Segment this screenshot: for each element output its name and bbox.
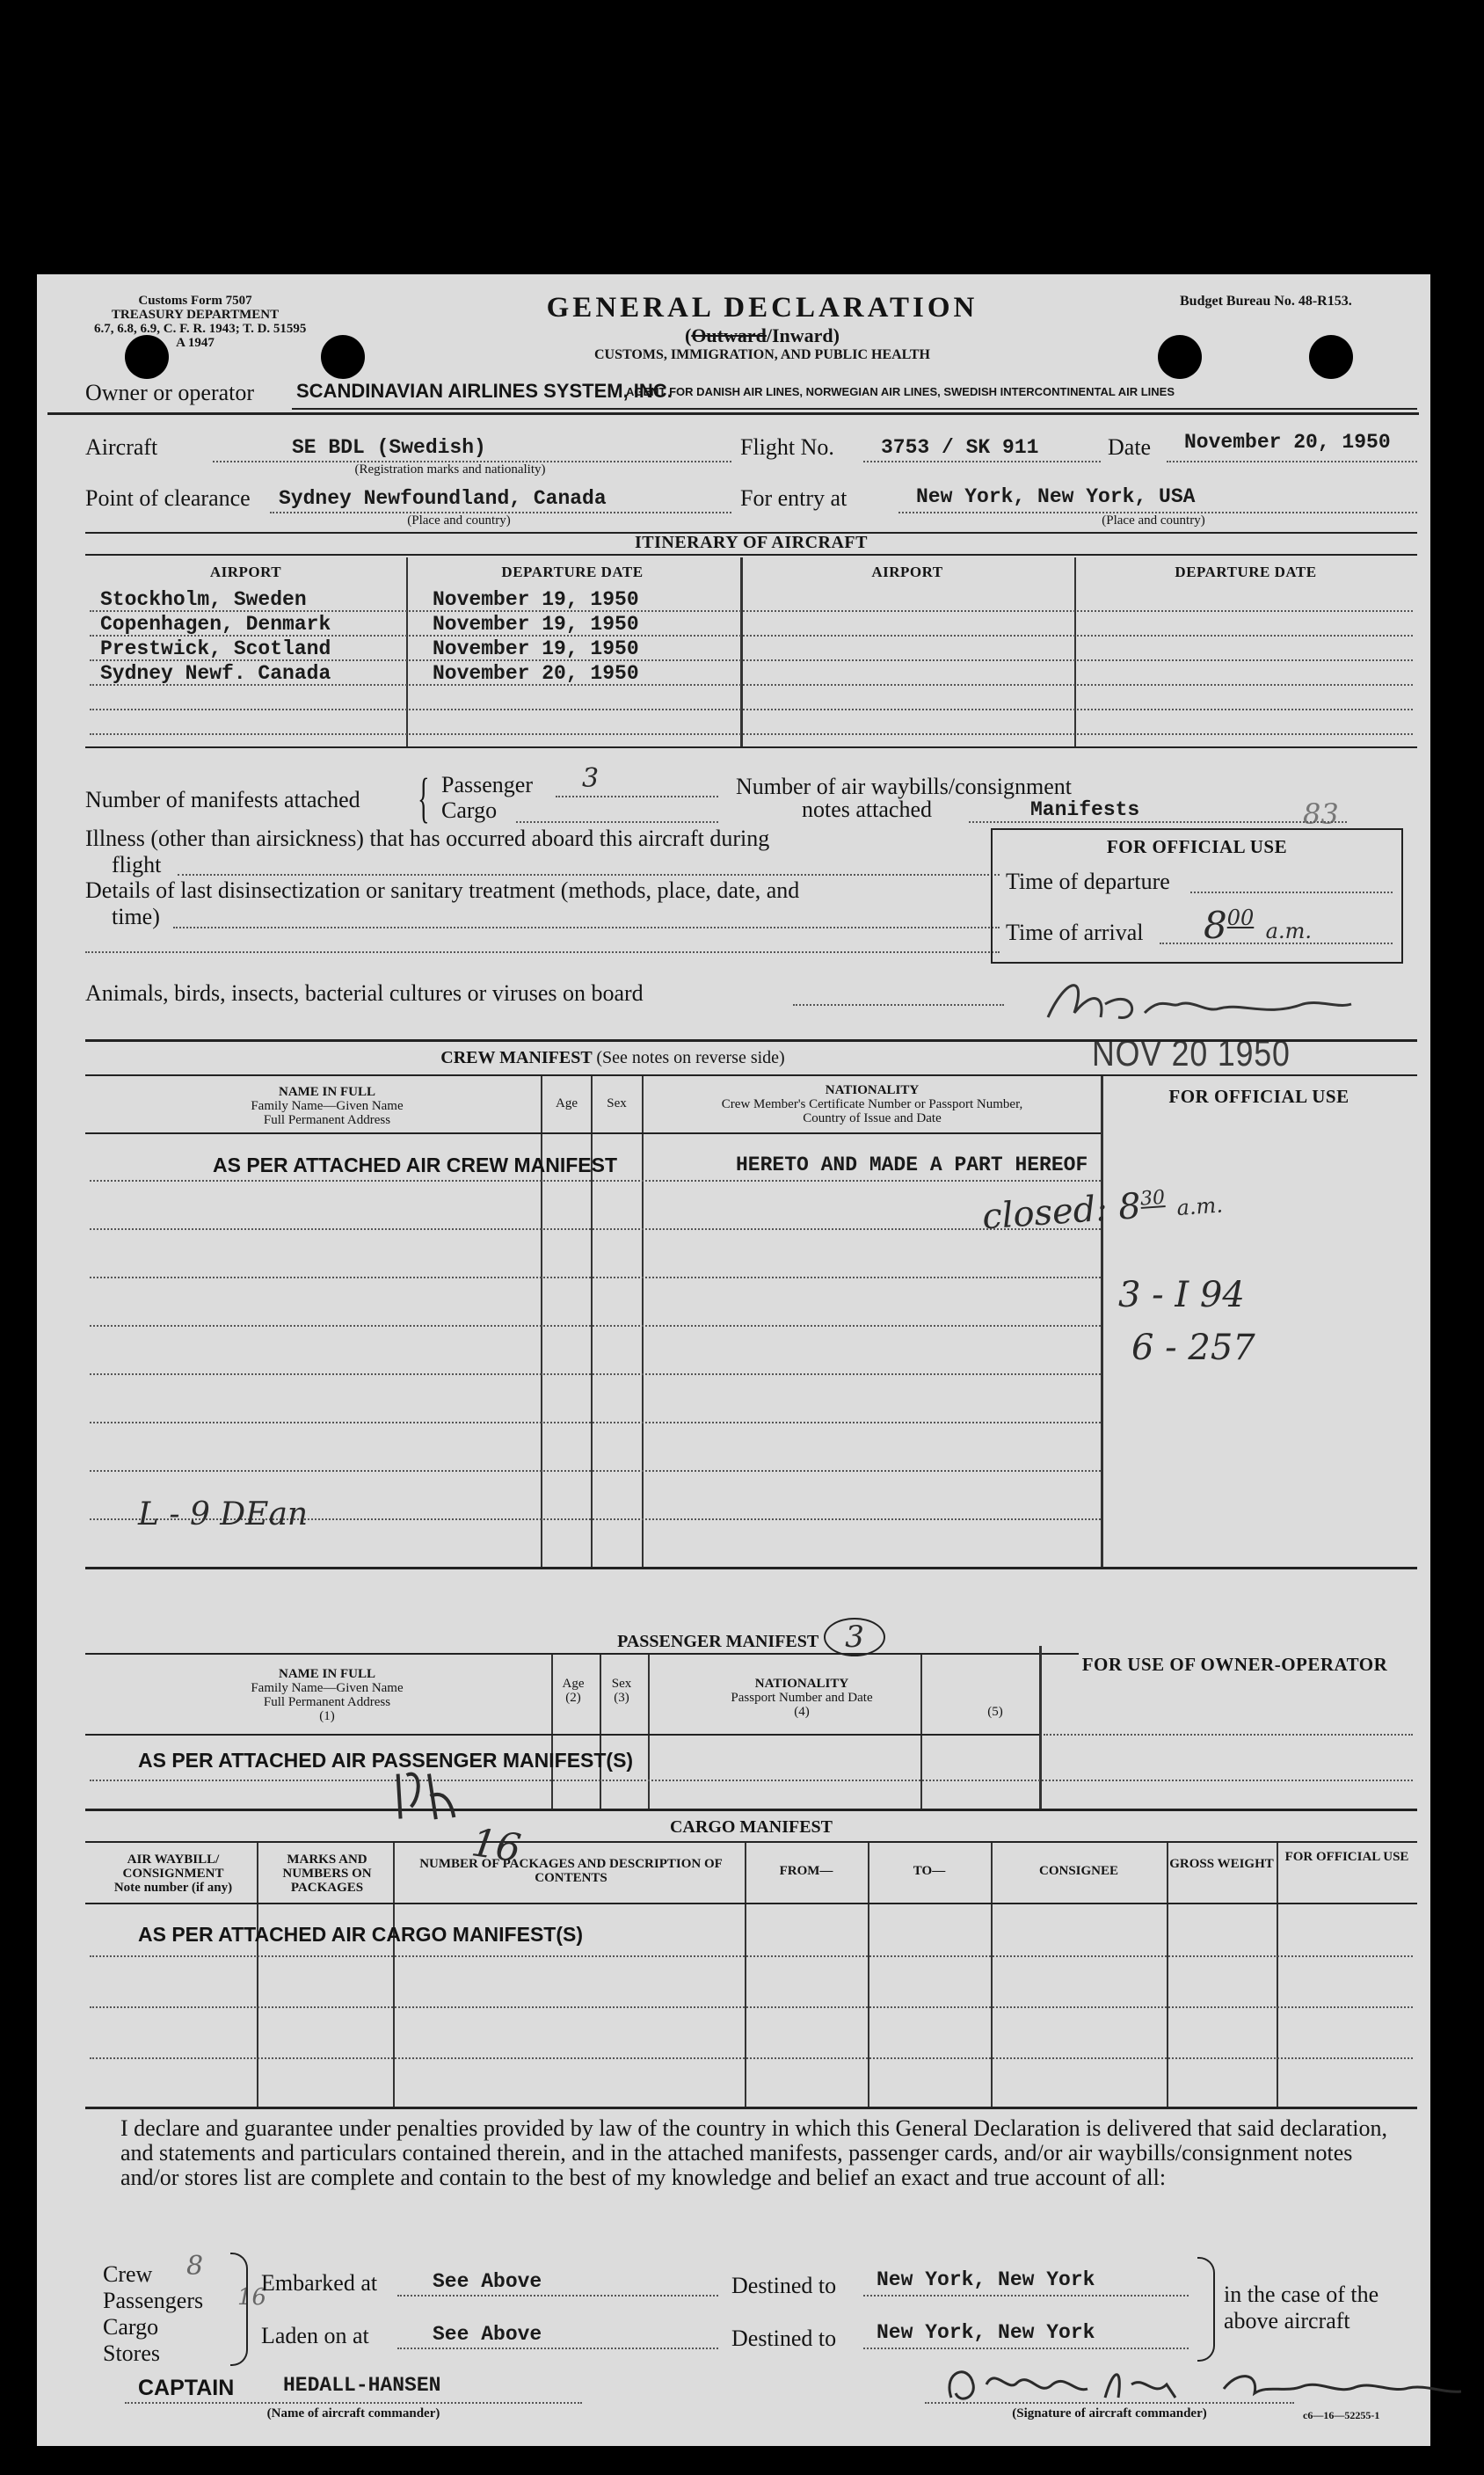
cargo-mark-handwritten <box>378 1755 531 1871</box>
cfr-reference-2: A 1947 <box>176 336 215 350</box>
crew-manifest-entry: AS PER ATTACHED AIR CREW MANIFEST <box>213 1154 617 1176</box>
inward-label: /Inward) <box>766 324 840 346</box>
embarked-label: Embarked at <box>261 2270 378 2296</box>
passenger-col-name-sub1: Family Name—Given Name <box>251 1681 404 1695</box>
itinerary-airport-header-1: AIRPORT <box>209 564 282 580</box>
cfr-reference: 6.7, 6.8, 6.9, C. F. R. 1943; T. D. 51595 <box>94 322 307 336</box>
cargo-manifest-entry: AS PER ATTACHED AIR CARGO MANIFEST(S) <box>138 1923 583 1946</box>
laden-label: Laden on at <box>261 2323 369 2348</box>
aircraft-label: Aircraft <box>85 434 158 460</box>
category-stores: Stores <box>103 2340 160 2366</box>
category-cargo: Cargo <box>103 2314 159 2340</box>
illness-line-2: flight <box>112 852 162 877</box>
crew-code-2-handwritten: 6 - 257 <box>1131 1328 1255 1368</box>
page-title: GENERAL DECLARATION <box>546 292 978 324</box>
crew-col-name <box>90 1085 564 1127</box>
cargo-col-marks: MARKS AND NUMBERS ON PACKAGES <box>282 1853 372 1895</box>
category-crew: Crew <box>103 2261 153 2287</box>
destinations-brace <box>1197 2257 1215 2362</box>
passenger-manifest-entry: AS PER ATTACHED AIR PASSENGER MANIFEST(S) <box>138 1749 634 1772</box>
arrival-time-label: Time of arrival <box>1006 920 1144 945</box>
crew-col-nationality <box>644 1083 1101 1125</box>
manifests-brace: { <box>418 768 430 828</box>
crew-count-handwritten: 8 <box>186 2251 204 2282</box>
itinerary-date-2: November 19, 1950 <box>433 613 639 636</box>
clearance-value: Sydney Newfoundland, Canada <box>279 487 607 510</box>
declaration-form <box>37 274 1430 2446</box>
form-number: c6—16—52255-1 <box>1303 2409 1380 2421</box>
crew-col-nat-title: NATIONALITY <box>825 1083 920 1097</box>
crew-manifest-note: (See notes on reverse side) <box>596 1048 785 1067</box>
itinerary-date-4: November 20, 1950 <box>433 662 639 685</box>
passenger-count-label: Passenger <box>441 772 533 797</box>
declaration-text: I declare and guarantee under penalties provided by law of the country in which this General Declaration is delivered that said declaration, and statements and particulars contained therein, and in the attached manifests, passenger cards, and/or air waybills/consignment notes and/or stores list are complete and contain to the best of my knowledge and belief an exact and true account of all: <box>120 2115 1387 2190</box>
crew-manifest-title: CREW MANIFEST <box>440 1048 593 1067</box>
destined-label-2: Destined to <box>731 2326 837 2351</box>
owner-label: Owner or operator <box>85 380 255 405</box>
itinerary-airport-2: Copenhagen, Denmark <box>100 613 331 636</box>
subtitle: CUSTOMS, IMMIGRATION, AND PUBLIC HEALTH <box>594 347 930 362</box>
cargo-col-from: FROM— <box>779 1864 833 1878</box>
passenger-col-5: (5) <box>987 1705 1003 1719</box>
crew-manifest-entry-typed: HERETO AND MADE A PART HEREOF <box>736 1154 1088 1176</box>
destined-value-1: New York, New York <box>877 2268 1095 2291</box>
itinerary-date-1: November 19, 1950 <box>433 588 639 611</box>
customs-form-number: Customs Form 7507 <box>138 294 252 308</box>
aircraft-value: SE BDL (Swedish) <box>292 436 486 459</box>
inspector-signature <box>1039 969 1356 1035</box>
owner-agent: AGENT FOR DANISH AIR LINES, NORWEGIAN AIR LINES, SWEDISH INTERCONTINENTAL AIR LINES <box>626 385 1175 398</box>
case-line-1: in the case of the <box>1224 2282 1379 2307</box>
arrival-time-handwritten <box>1204 904 1312 947</box>
cargo-col-waybill-title: AIR WAYBILL/ CONSIGNMENT <box>122 1853 224 1881</box>
commander-signature-label: (Signature of aircraft commander) <box>1012 2406 1207 2420</box>
official-use-title: FOR OFFICIAL USE <box>1106 836 1288 857</box>
embarked-value: See Above <box>433 2270 542 2293</box>
clearance-sublabel: (Place and country) <box>407 513 511 528</box>
treasury-department: TREASURY DEPARTMENT <box>111 308 280 322</box>
itinerary-rows <box>100 587 331 686</box>
arrival-hw-minutes: 00 <box>1226 906 1255 930</box>
passenger-count-handwritten: 16 <box>237 2284 267 2311</box>
date-label: Date <box>1108 434 1152 460</box>
animals-label: Animals, birds, insects, bacterial cultures or viruses on board <box>85 980 644 1006</box>
departure-time-label: Time of departure <box>1006 869 1170 894</box>
itinerary-departure-header-2: DEPARTURE DATE <box>1175 564 1317 580</box>
crew-manifest-heading <box>85 1048 1140 1068</box>
cargo-col-to: TO— <box>913 1864 946 1878</box>
entry-sublabel: (Place and country) <box>1102 513 1205 528</box>
destined-label-1: Destined to <box>731 2273 837 2298</box>
crew-col-name-sub1: Family Name—Given Name <box>251 1099 404 1113</box>
passenger-col-name-title: NAME IN FULL <box>278 1667 375 1681</box>
itinerary-airport-header-2: AIRPORT <box>871 564 943 580</box>
passenger-col-name <box>90 1667 564 1723</box>
laden-value: See Above <box>433 2323 542 2346</box>
passenger-count-value: 3 <box>582 763 600 794</box>
scan-border-top <box>0 0 1484 274</box>
cargo-count-label: Cargo <box>441 797 498 823</box>
passenger-col-sex-title: Sex <box>611 1677 632 1691</box>
cargo-col-waybill-sub: Note number (if any) <box>113 1881 233 1895</box>
passenger-col-3: (3) <box>614 1691 629 1705</box>
captain-label: CAPTAIN <box>138 2376 235 2400</box>
case-line-2: above aircraft <box>1224 2308 1350 2333</box>
cargo-mark-number: 16 <box>469 1820 524 1872</box>
date-value: November 20, 1950 <box>1184 431 1391 454</box>
passenger-manifest-title: PASSENGER MANIFEST <box>617 1632 819 1651</box>
crew-col-name-title: NAME IN FULL <box>278 1085 375 1099</box>
date-received-stamp: NOV 20 1950 <box>1092 1032 1291 1074</box>
itinerary-date-3: November 19, 1950 <box>433 637 639 660</box>
waybills-handwritten: 83 <box>1303 797 1339 831</box>
flight-label: Flight No. <box>740 434 834 460</box>
passenger-col-1: (1) <box>319 1709 335 1723</box>
captain-value: HEDALL-HANSEN <box>283 2374 441 2397</box>
passenger-col-age-title: Age <box>562 1677 585 1691</box>
cargo-col-weight: GROSS WEIGHT <box>1169 1857 1274 1871</box>
crew-closed-handwritten <box>981 1181 1224 1238</box>
waybills-value: Manifests <box>1030 798 1140 821</box>
waybills-label: Number of air waybills/consignment <box>736 774 1072 799</box>
direction-paren: ( <box>684 324 692 346</box>
crew-col-nat-sub2: Country of Issue and Date <box>803 1111 942 1125</box>
passenger-count-circled: 3 <box>824 1618 885 1656</box>
cargo-col-consignee: CONSIGNEE <box>1038 1864 1119 1878</box>
direction-line <box>512 324 1013 347</box>
notes-attached-label: notes attached <box>802 797 932 822</box>
category-passengers: Passengers <box>103 2288 204 2313</box>
itinerary-airport-3: Prestwick, Scotland <box>100 637 331 660</box>
categories-brace <box>230 2253 248 2366</box>
itinerary-departure-header-1: DEPARTURE DATE <box>501 564 644 580</box>
illness-line-1: Illness (other than airsickness) that has occurred aboard this aircraft during <box>85 826 770 851</box>
arrival-hw-ampm: a.m. <box>1265 919 1312 943</box>
title-block <box>512 292 1013 363</box>
owner-operator-use-title: FOR USE OF OWNER-OPERATOR <box>1081 1654 1388 1675</box>
passenger-heading <box>85 1618 1417 1656</box>
arrival-hw-hour: 8 <box>1204 904 1227 947</box>
passenger-col-2: (2) <box>565 1691 581 1705</box>
crew-col-name-sub2: Full Permanent Address <box>263 1113 391 1127</box>
itinerary-title: ITINERARY OF AIRCRAFT <box>634 533 868 552</box>
passenger-col-nat-sub: Passport Number and Date <box>731 1691 873 1705</box>
crew-col-sex: Sex <box>607 1096 627 1110</box>
cargo-col-official: FOR OFFICIAL USE <box>1284 1850 1409 1864</box>
crew-closed-ampm: a.m. <box>1175 1192 1224 1221</box>
crew-closed-minutes: 30 <box>1139 1186 1166 1211</box>
aircraft-sublabel: (Registration marks and nationality) <box>354 462 546 477</box>
passenger-col-sex <box>600 1677 644 1705</box>
commander-name-label: (Name of aircraft commander) <box>266 2406 440 2420</box>
entry-label: For entry at <box>740 485 847 511</box>
cargo-col-waybill <box>94 1853 252 1895</box>
clearance-label: Point of clearance <box>85 485 251 511</box>
passenger-col-name-sub2: Full Permanent Address <box>263 1695 391 1709</box>
itinerary-dates <box>433 587 639 686</box>
punch-hole-3 <box>1158 335 1202 379</box>
destined-value-2: New York, New York <box>877 2321 1095 2344</box>
official-use-box <box>991 828 1403 964</box>
budget-bureau: Budget Bureau No. 48-R153. <box>1180 294 1352 309</box>
punch-hole-2 <box>321 335 365 379</box>
entry-value: New York, New York, USA <box>916 485 1196 508</box>
crew-official-use-title: FOR OFFICIAL USE <box>1168 1086 1349 1107</box>
owner-name: SCANDINAVIAN AIRLINES SYSTEM, INC. <box>296 380 673 402</box>
crew-col-age: Age <box>556 1096 578 1110</box>
itinerary-airport-1: Stockholm, Sweden <box>100 588 307 611</box>
itinerary-airport-4: Sydney Newf. Canada <box>100 662 331 685</box>
crew-initials-handwritten: L - 9 DEan <box>138 1496 309 1532</box>
passenger-col-age <box>551 1677 595 1705</box>
cargo-manifest-title: CARGO MANIFEST <box>669 1817 833 1837</box>
flight-value: 3753 / SK 911 <box>881 436 1039 459</box>
disinsect-line-2: time) <box>112 904 160 929</box>
crew-col-nat-sub1: Crew Member's Certificate Number or Passport Number, <box>721 1097 1023 1111</box>
outward-struck: Outward <box>691 324 767 346</box>
manifests-label: Number of manifests attached <box>85 787 360 812</box>
disinsect-line-1: Details of last disinsectization or sanitary treatment (methods, place, date, and <box>85 877 800 903</box>
punch-hole-4 <box>1309 335 1353 379</box>
crew-closed-text: closed: 8 <box>980 1185 1143 1238</box>
form-id-block <box>94 294 307 350</box>
passenger-col-nat-title: NATIONALITY <box>754 1677 849 1691</box>
passenger-col-4: (4) <box>794 1705 810 1719</box>
cargo-col-packages: NUMBER OF PACKAGES AND DESCRIPTION OF CONTENTS <box>419 1857 723 1885</box>
crew-code-1-handwritten: 3 - I 94 <box>1118 1275 1245 1315</box>
passenger-col-nationality <box>652 1677 951 1719</box>
